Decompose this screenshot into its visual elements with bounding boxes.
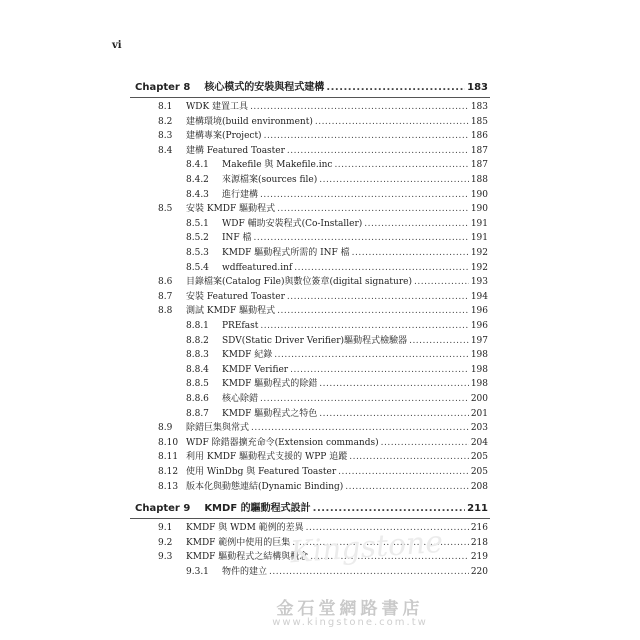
dot-leader	[287, 145, 469, 157]
entry-page-number: 197	[470, 335, 488, 346]
chapter-label: Chapter 9	[135, 503, 191, 514]
dot-leader	[364, 218, 469, 230]
dot-leader	[315, 116, 469, 128]
entry-page-number: 183	[470, 102, 488, 112]
entry-page-number: 187	[470, 145, 488, 156]
toc-section-entry[interactable]	[158, 130, 488, 142]
entry-title: WDF 除錯器擴充命令(Extension commands)	[186, 437, 379, 448]
entry-number: 8.12	[158, 467, 179, 477]
dot-leader	[319, 408, 469, 420]
dot-leader	[264, 130, 469, 142]
dot-leader	[274, 349, 469, 361]
chapter-divider	[130, 518, 490, 519]
dot-leader	[251, 422, 469, 434]
dot-leader	[334, 159, 468, 171]
dot-leader	[254, 232, 469, 244]
dot-leader	[277, 203, 469, 215]
dot-leader	[338, 466, 469, 478]
entry-title: 進行建構	[222, 189, 259, 200]
entry-number: 8.9	[158, 423, 173, 434]
toc-subsection-entry[interactable]	[186, 408, 488, 420]
toc-subsection-entry[interactable]	[186, 189, 488, 201]
entry-page-number: 196	[470, 306, 488, 317]
toc-subsection-entry[interactable]	[186, 335, 488, 347]
entry-page-number: 198	[470, 350, 488, 361]
entry-title: 利用 KMDF 驅動程式支援的 WPP 追蹤	[186, 452, 348, 463]
entry-page-number: 192	[470, 262, 488, 273]
entry-number: 8.5.1	[186, 218, 209, 229]
toc-section-entry[interactable]	[158, 466, 488, 478]
entry-page-number: 203	[470, 423, 488, 434]
entry-number: 8.8.1	[186, 321, 209, 331]
entry-title: 測試 KMDF 驅動程式	[186, 306, 276, 317]
entry-number: 8.1	[158, 102, 173, 112]
entry-page-number: 198	[470, 379, 488, 390]
entry-page-number: 218	[470, 537, 488, 548]
watermark-script-logo: Kingstone	[288, 524, 445, 571]
toc-section-entry[interactable]	[158, 451, 488, 463]
entry-number: 8.8.2	[186, 335, 209, 346]
entry-page-number: 205	[470, 467, 488, 477]
toc-subsection-entry[interactable]	[186, 393, 488, 405]
entry-number: 8.8.6	[186, 394, 209, 404]
chapter-title: KMDF 的驅動程式設計	[204, 503, 311, 514]
entry-title: Makefile 與 Makefile.inc	[222, 160, 333, 171]
entry-title: 安裝 Featured Toaster	[186, 291, 285, 302]
page-number: vi	[112, 40, 122, 51]
entry-page-number: 192	[470, 248, 488, 258]
dot-leader	[319, 378, 469, 390]
entry-number: 9.3	[158, 552, 173, 563]
entry-title: WDF 輔助安裝程式(Co-Installer)	[222, 218, 363, 229]
entry-title: 版本化與動態連結(Dynamic Binding)	[186, 481, 344, 492]
dot-leader	[349, 451, 469, 463]
chapter-page-number: 183	[467, 82, 488, 93]
toc-subsection-entry[interactable]	[186, 349, 488, 361]
entry-number: 9.1	[158, 523, 173, 533]
entry-number: 8.3	[158, 131, 173, 142]
dot-leader	[409, 335, 469, 347]
chapter-title: 核心模式的安裝與程式建構	[204, 82, 325, 93]
entry-number: 8.4	[158, 145, 173, 156]
entry-title: INF 檔	[222, 233, 252, 244]
entry-number: 8.5.4	[186, 262, 209, 273]
entry-page-number: 193	[470, 277, 488, 288]
entry-number: 8.8	[158, 306, 173, 317]
dot-leader	[287, 291, 469, 303]
toc-subsection-entry[interactable]	[186, 364, 488, 376]
toc-subsection-entry[interactable]	[186, 159, 488, 171]
entry-number: 8.5	[158, 204, 173, 215]
entry-page-number: 188	[470, 175, 488, 185]
entry-title: PREfast	[222, 321, 259, 331]
entry-number: 8.8.5	[186, 379, 209, 390]
entry-number: 9.3.1	[186, 566, 209, 577]
entry-title: 建構環境(build environment)	[186, 116, 313, 127]
toc-section-entry[interactable]	[158, 481, 488, 493]
entry-number: 8.8.4	[186, 364, 209, 375]
entry-title: 物件的建立	[222, 566, 268, 577]
entry-page-number: 208	[470, 481, 488, 492]
watermark-store-name: 金石堂網路書店	[276, 599, 424, 619]
dot-leader	[352, 247, 469, 259]
dot-leader	[345, 481, 469, 493]
entry-title: KMDF Verifier	[222, 364, 289, 375]
toc-subsection-entry[interactable]	[186, 566, 488, 578]
toc-subsection-entry[interactable]	[186, 262, 488, 274]
toc-section-entry[interactable]	[158, 276, 488, 288]
toc-section-entry[interactable]	[158, 116, 488, 128]
toc-section-entry[interactable]	[158, 422, 488, 434]
toc-subsection-entry[interactable]	[186, 218, 488, 230]
dot-leader	[326, 82, 465, 94]
entry-page-number: 219	[470, 552, 488, 563]
entry-page-number: 191	[470, 233, 488, 244]
dot-leader	[381, 437, 469, 449]
entry-number: 8.13	[158, 481, 179, 492]
chapter-heading[interactable]	[135, 82, 488, 94]
entry-page-number: 191	[470, 218, 488, 229]
dot-leader	[260, 189, 469, 201]
dot-leader	[277, 305, 469, 317]
toc-section-entry[interactable]	[158, 437, 488, 449]
entry-title: 安裝 KMDF 驅動程式	[186, 204, 276, 215]
entry-title: KMDF 紀錄	[222, 350, 273, 361]
entry-number: 8.7	[158, 291, 173, 302]
entry-number: 8.4.3	[186, 189, 209, 200]
entry-title: KMDF 驅動程式所需的 INF 檔	[222, 248, 350, 258]
toc-subsection-entry[interactable]	[186, 232, 488, 244]
dot-leader	[414, 276, 469, 288]
chapter-divider	[130, 97, 490, 98]
entry-title: WDK 建置工具	[186, 102, 249, 112]
toc-section-entry[interactable]	[158, 291, 488, 303]
dot-leader	[313, 503, 465, 515]
entry-title: 使用 WinDbg 與 Featured Toaster	[186, 467, 337, 477]
entry-title: KMDF 與 WDM 範例的差異	[186, 523, 304, 533]
entry-number: 8.6	[158, 277, 173, 288]
entry-title: wdffeatured.inf	[222, 262, 293, 273]
entry-page-number: 185	[470, 116, 488, 127]
entry-page-number: 198	[470, 364, 488, 375]
entry-page-number: 204	[470, 437, 488, 448]
entry-page-number: 196	[470, 321, 488, 331]
entry-page-number: 201	[470, 408, 488, 419]
toc-subsection-entry[interactable]	[186, 320, 488, 332]
entry-title: KMDF 驅動程式之結構與概念	[186, 552, 309, 563]
toc-section-entry[interactable]	[158, 145, 488, 157]
entry-number: 8.5.3	[186, 248, 209, 258]
entry-page-number: 190	[470, 204, 488, 215]
entry-number: 8.8.7	[186, 408, 209, 419]
entry-number: 8.10	[158, 437, 179, 448]
dot-leader	[290, 364, 469, 376]
entry-page-number: 186	[470, 131, 488, 142]
entry-number: 8.4.1	[186, 160, 209, 171]
entry-page-number: 200	[470, 394, 488, 404]
toc-subsection-entry[interactable]	[186, 378, 488, 390]
dot-leader	[260, 393, 469, 405]
entry-number: 8.8.3	[186, 350, 209, 361]
entry-number: 8.5.2	[186, 233, 209, 244]
entry-title: 來源檔案(sources file)	[222, 175, 318, 185]
entry-title: 建構 Featured Toaster	[186, 145, 285, 156]
entry-title: 核心除錯	[222, 394, 259, 404]
entry-page-number: 194	[470, 291, 488, 302]
entry-title: KMDF 驅動程式之特色	[222, 408, 318, 419]
dot-leader	[319, 174, 469, 186]
dot-leader	[260, 320, 468, 332]
entry-title: 建構專案(Project)	[186, 131, 262, 142]
entry-page-number: 220	[470, 566, 488, 577]
toc-subsection-entry[interactable]	[186, 247, 488, 259]
chapter-heading[interactable]	[135, 503, 488, 515]
entry-page-number: 187	[470, 160, 488, 171]
entry-title: KMDF 驅動程式的除錯	[222, 379, 318, 390]
toc-subsection-entry[interactable]	[186, 174, 488, 186]
entry-title: 目錄檔案(Catalog File)與數位簽章(digital signature)	[186, 277, 412, 288]
entry-page-number: 216	[470, 523, 488, 533]
entry-page-number: 205	[470, 452, 488, 463]
toc-section-entry[interactable]	[158, 101, 488, 113]
watermark-url: www.kingstone.com.tw	[272, 617, 428, 628]
dot-leader	[294, 262, 469, 274]
entry-title: KMDF 範例中使用的巨集	[186, 537, 291, 548]
entry-title: SDV(Static Driver Verifier)驅動程式檢驗器	[222, 335, 408, 346]
entry-number: 8.11	[158, 452, 179, 463]
toc-section-entry[interactable]	[158, 203, 488, 215]
chapter-label: Chapter 8	[135, 82, 191, 93]
entry-number: 8.4.2	[186, 175, 209, 185]
entry-page-number: 190	[470, 189, 488, 200]
entry-number: 8.2	[158, 116, 173, 127]
entry-number: 9.2	[158, 537, 173, 548]
dot-leader	[250, 101, 469, 113]
entry-title: 除錯巨集與常式	[186, 423, 250, 434]
toc-section-entry[interactable]	[158, 305, 488, 317]
chapter-page-number: 211	[467, 503, 488, 514]
